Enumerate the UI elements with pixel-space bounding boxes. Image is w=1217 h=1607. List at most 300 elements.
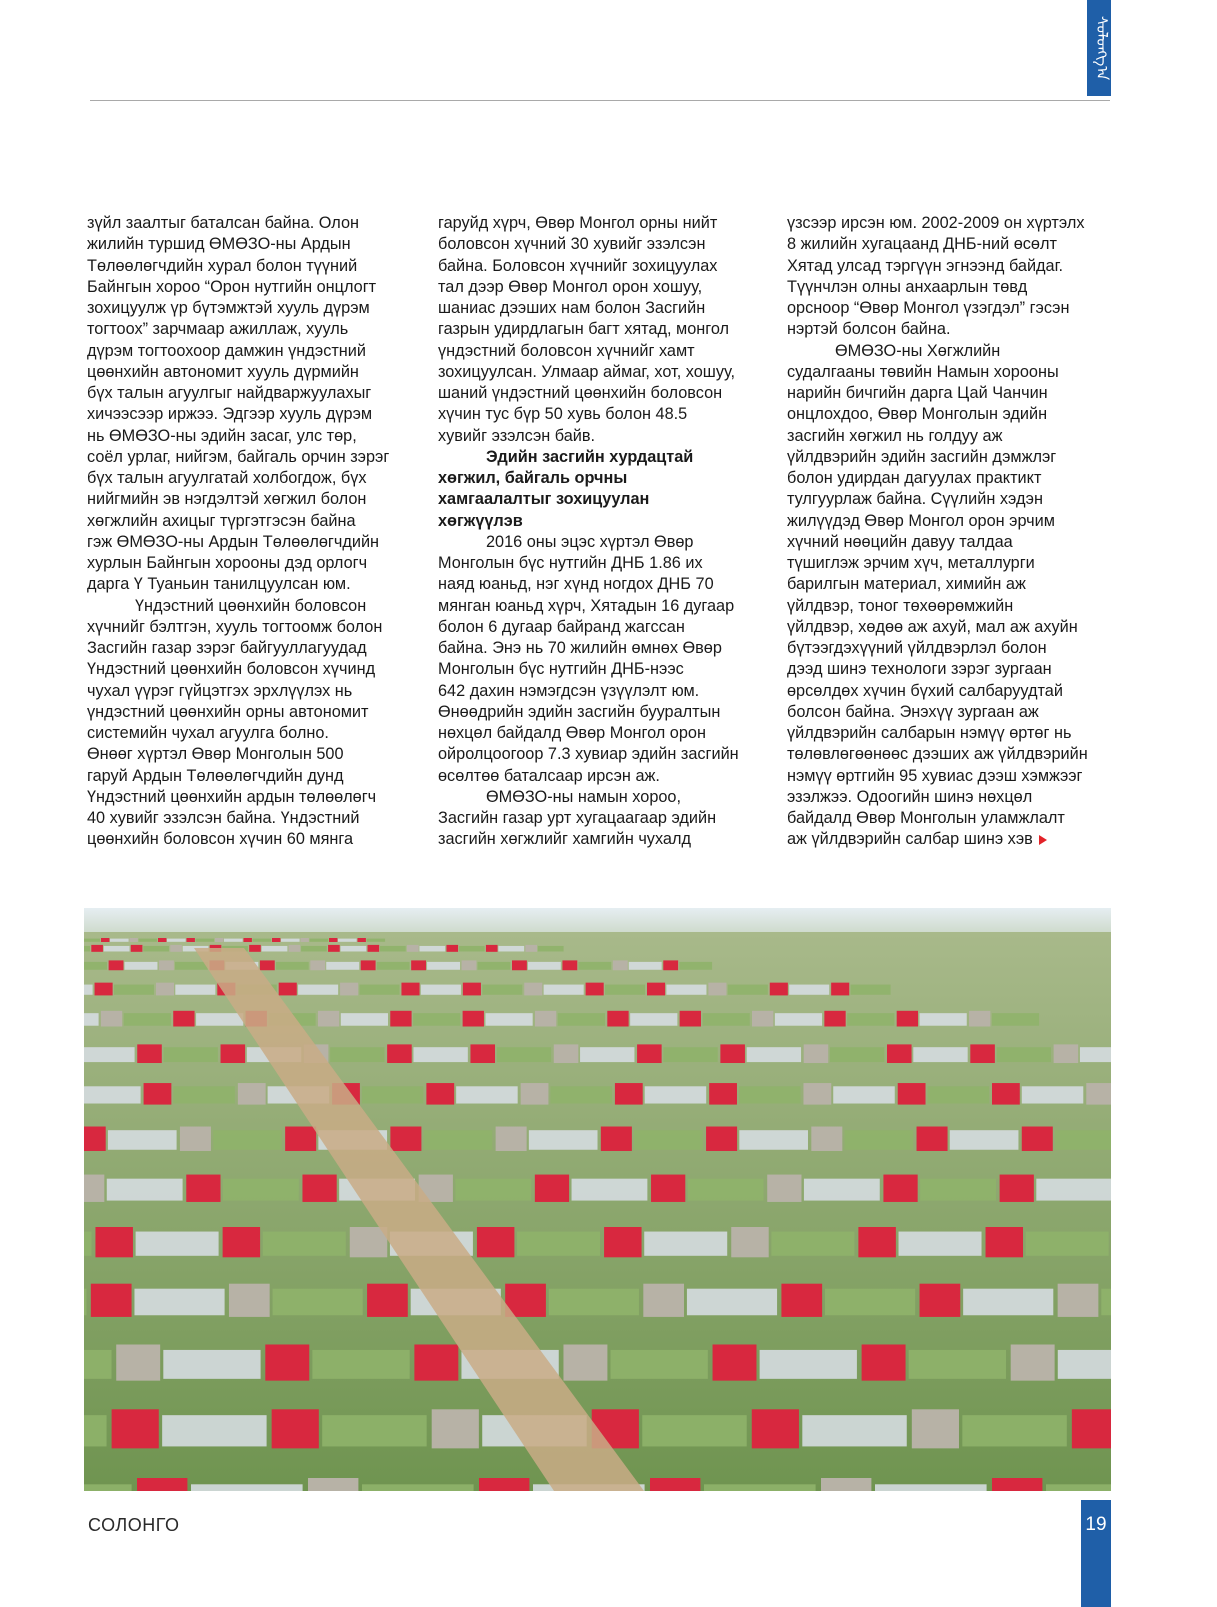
text-line: хөгжүүлэв	[438, 511, 523, 530]
greenhouse	[455, 1179, 531, 1201]
house-roof	[496, 1127, 527, 1151]
greenhouse	[830, 1047, 884, 1062]
greenhouse	[84, 1013, 99, 1026]
house-roof	[223, 1227, 260, 1257]
greenhouse	[498, 946, 524, 952]
greenhouse	[950, 1130, 1019, 1150]
house-roof	[432, 1409, 479, 1448]
greenhouse	[224, 939, 243, 942]
house-roof	[803, 1083, 831, 1105]
house-roof	[101, 1011, 122, 1027]
text-line: хөгжлийн ахицыг түргэтгэсэн байна	[87, 511, 356, 530]
house-roof	[1000, 1175, 1034, 1202]
house-roof	[663, 960, 678, 970]
house-roof	[101, 938, 109, 942]
house-roof	[221, 1044, 246, 1063]
greenhouse	[84, 939, 100, 942]
greenhouse	[528, 962, 561, 970]
greenhouse	[413, 1047, 467, 1062]
house-roof	[361, 960, 376, 970]
greenhouse	[645, 1086, 707, 1103]
house-roof	[156, 983, 174, 996]
aerial-photo	[84, 908, 1111, 1491]
house-roof	[821, 1478, 871, 1491]
text-line: 642 дахин нэмэгдсэн үзүүлэлт юм.	[438, 681, 700, 700]
greenhouse	[421, 985, 461, 995]
text-line: хурлын Байнгын хорооны дэд орлогч	[87, 554, 368, 572]
greenhouse	[687, 1289, 777, 1316]
house-roof	[301, 938, 309, 942]
text-line: үндэстний цөөнхийн орны автономит	[87, 702, 369, 721]
text-line: тал дээр Өвөр Монгол орон хошуу,	[438, 277, 703, 296]
house-roof	[265, 1344, 309, 1380]
house-roof	[770, 983, 788, 996]
greenhouse	[538, 946, 564, 952]
house-roof	[713, 1344, 757, 1380]
greenhouse	[263, 1232, 346, 1256]
greenhouse	[529, 1130, 598, 1150]
house-roof	[350, 1227, 387, 1257]
greenhouse	[310, 939, 329, 942]
greenhouse	[605, 985, 645, 995]
text-line: ӨМӨЗО-ны намын хороо,	[486, 787, 682, 806]
text-line: Төлөөлөгчдийн хурал болон түүний	[87, 256, 358, 275]
text-line: гэж ӨМӨЗО-ны Ардын Төлөөлөгчдийн	[87, 532, 380, 551]
greenhouse	[312, 1350, 409, 1379]
greenhouse	[84, 1086, 141, 1103]
greenhouse	[84, 962, 107, 970]
page-number: 19	[1085, 1514, 1107, 1535]
greenhouse	[338, 939, 357, 942]
house-roof	[91, 1284, 132, 1317]
house-roof	[486, 945, 498, 952]
text-line: хүчнийг бэлтгэн, хууль тогтоомж болон	[87, 617, 383, 636]
text-line: гаруйд хүрч, Өвөр Монгол орны нийт	[438, 214, 718, 232]
greenhouse	[550, 1086, 612, 1103]
greenhouse	[629, 962, 662, 970]
house-roof	[883, 1175, 917, 1202]
greenhouse	[298, 985, 338, 995]
greenhouse	[804, 1179, 880, 1201]
text-line: шаниас дээших нам болон Засгийн	[438, 299, 706, 317]
text-line: төлөвлөгөөнөөс дээших аж үйлдвэрийн	[787, 745, 1088, 764]
house-roof	[1072, 1409, 1111, 1448]
greenhouse	[920, 1179, 996, 1201]
house-roof	[130, 938, 138, 942]
text-line: Үндэстний цөөнхийн боловсон хүчинд	[87, 660, 376, 679]
house-roof	[112, 1409, 159, 1448]
text-line: Өнөөг хүртэл Өвөр Монголын 500	[87, 745, 344, 764]
page-number-tab	[1081, 1500, 1111, 1607]
greenhouse	[482, 985, 522, 995]
house-roof	[969, 1011, 990, 1027]
house-roof	[272, 938, 280, 942]
greenhouse	[175, 962, 208, 970]
house-roof	[563, 1344, 607, 1380]
house-roof	[426, 1083, 454, 1105]
greenhouse	[802, 1415, 906, 1446]
text-line: өсөлтөө баталсаар ирсэн аж.	[438, 766, 660, 785]
house-roof	[446, 945, 458, 952]
text-line: дарга Ү Туаньин танилцуулсан юм.	[87, 575, 351, 594]
greenhouse	[213, 1130, 282, 1150]
house-roof	[173, 1011, 194, 1027]
greenhouse	[341, 946, 367, 952]
greenhouse	[544, 985, 584, 995]
text-column-2	[438, 213, 778, 851]
greenhouse	[578, 962, 611, 970]
greenhouse	[380, 946, 406, 952]
house-roof	[535, 1175, 569, 1202]
house-roof	[862, 1344, 906, 1380]
text-column-3	[787, 213, 1127, 851]
text-line: нарийн бичгийн дарга Цай Чанчин	[787, 384, 1048, 402]
greenhouse	[359, 985, 399, 995]
greenhouse	[771, 1232, 854, 1256]
house-roof	[318, 1011, 339, 1027]
text-line: цөөнхийн автономит хууль дүрмийн	[87, 362, 359, 381]
house-roof	[752, 1409, 799, 1448]
house-roof	[84, 1127, 106, 1151]
house-roof	[804, 1044, 829, 1063]
greenhouse	[704, 1484, 816, 1491]
greenhouse	[1026, 1232, 1109, 1256]
greenhouse	[703, 1013, 750, 1026]
greenhouse	[962, 1415, 1066, 1446]
text-line: засгийн хөгжил нь голдуу аж	[787, 426, 1003, 445]
greenhouse	[125, 962, 158, 970]
text-line: орсноор “Өвөр Монгол үзэгдэл” гэсэн	[787, 299, 1070, 317]
text-line: гаруй Ардын Төлөөлөгчдийн дунд	[87, 766, 344, 785]
house-roof	[260, 960, 275, 970]
greenhouse	[341, 1013, 388, 1026]
text-line: бүх талын агуулгатай холбогдож, бүх	[87, 469, 367, 487]
text-line: мянган юаньд хүрч, Хятадын 16 дугаар	[438, 596, 735, 615]
house-roof	[615, 1083, 643, 1105]
house-roof	[651, 1175, 685, 1202]
text-line: зүйл заалтыг баталсан байна. Олон	[87, 214, 360, 232]
text-line: зохицуулж үр бүтэмжтэй хууль дүрэм	[87, 299, 370, 317]
text-line: 2016 оны эцэс хүртэл Өвөр	[486, 532, 694, 551]
house-roof	[1054, 1044, 1079, 1063]
greenhouse	[913, 1047, 967, 1062]
greenhouse	[558, 1013, 605, 1026]
house-roof	[912, 1409, 959, 1448]
house-roof	[535, 1011, 556, 1027]
greenhouse	[164, 1047, 218, 1062]
text-line: газрын удирдлагын багт хятад, монгол	[438, 320, 730, 339]
house-roof	[159, 960, 174, 970]
house-roof	[524, 983, 542, 996]
house-roof	[607, 1011, 628, 1027]
text-line: чухал үүрэг гүйцэтгэх эрхлүүлэх нь	[87, 681, 353, 700]
greenhouse	[124, 1013, 171, 1026]
text-line: тогтоох” зарчмаар ажиллаж, хууль	[87, 320, 349, 339]
text-line: түшиглэж эрчим хүч, металлурги	[787, 554, 1035, 572]
text-line: Эдийн засгийн хурдацтай	[486, 447, 694, 466]
greenhouse	[84, 1047, 135, 1062]
greenhouse	[84, 1350, 112, 1379]
text-line: Үндэстний цөөнхийн боловсон	[135, 596, 367, 615]
greenhouse	[196, 939, 215, 942]
greenhouse	[367, 939, 386, 942]
greenhouse	[1080, 1047, 1111, 1062]
house-roof	[137, 1478, 187, 1491]
house-roof	[401, 983, 419, 996]
house-roof	[302, 1175, 336, 1202]
greenhouse	[920, 1013, 967, 1026]
greenhouse	[1101, 1289, 1111, 1316]
greenhouse	[666, 985, 706, 995]
text-line: байна. Боловсон хүчнийг зохицуулах	[438, 256, 718, 275]
text-line: хүчин тус бүр 50 хувь болон 48.5	[438, 405, 688, 424]
greenhouse	[679, 962, 712, 970]
house-roof	[358, 938, 366, 942]
house-roof	[279, 983, 297, 996]
greenhouse-village-illustration	[84, 908, 1111, 1491]
text-line: Үндэстний цөөнхийн ардын төлөөлөгч	[87, 787, 377, 806]
house-roof	[390, 1127, 421, 1151]
house-roof	[562, 960, 577, 970]
house-roof	[604, 1227, 641, 1257]
mongolian-script-label: ᠰᠣᠯᠣᠩᠭ᠎ᠠ	[1093, 15, 1111, 81]
house-roof	[920, 1284, 961, 1317]
text-line: болсон байна. Энэхүү зургаан аж	[787, 702, 1039, 721]
house-roof	[479, 1478, 529, 1491]
greenhouse	[413, 1013, 460, 1026]
greenhouse	[301, 946, 327, 952]
house-roof	[858, 1227, 895, 1257]
greenhouse	[1046, 1484, 1111, 1491]
house-roof	[1011, 1344, 1055, 1380]
text-line: үйлдвэр, тоног төхөөрөмжийн	[787, 596, 1014, 615]
greenhouse	[549, 1289, 639, 1316]
text-line: эзэлжээ. Одоогийн шинэ нөхцөл	[787, 787, 1033, 806]
greenhouse	[644, 1232, 727, 1256]
greenhouse	[963, 1289, 1053, 1316]
house-roof	[414, 1344, 458, 1380]
greenhouse	[322, 1415, 426, 1446]
greenhouse	[928, 1086, 990, 1103]
greenhouse	[775, 1013, 822, 1026]
text-line: хичээсээр иржээ. Эдгээр хууль дүрэм	[87, 405, 373, 424]
house-roof	[643, 1284, 684, 1317]
text-line: Өнөөдрийн эдийн засгийн бууралтын	[438, 702, 721, 721]
greenhouse	[273, 1289, 363, 1316]
greenhouse	[478, 962, 511, 970]
house-roof	[289, 945, 301, 952]
house-roof	[310, 960, 325, 970]
house-roof	[116, 1344, 160, 1380]
text-line: хамгаалалтыг зохицуулан	[438, 490, 650, 509]
continue-arrow-icon	[1039, 835, 1047, 845]
house-roof	[1086, 1083, 1111, 1105]
text-line: үндэстний боловсон хүчнийг хамт	[438, 341, 695, 360]
house-roof	[272, 1409, 319, 1448]
greenhouse	[630, 1013, 677, 1026]
house-roof	[637, 1044, 662, 1063]
greenhouse	[276, 962, 309, 970]
section-tab	[1087, 0, 1111, 96]
text-line: нэмүү өртгийн 95 хувиас дээш хэмжээг	[787, 766, 1083, 785]
magazine-name: СОЛОНГО	[88, 1515, 180, 1535]
greenhouse	[362, 1484, 474, 1491]
greenhouse	[143, 946, 169, 952]
text-line: хөгжил, байгаль орчны	[438, 469, 628, 487]
text-line: цөөнхийн боловсон хүчин 60 мянга	[87, 830, 354, 849]
house-roof	[554, 1044, 579, 1063]
greenhouse	[899, 1232, 982, 1256]
text-line: 40 хувийг эзэлсэн байна. Үндэстний	[87, 809, 360, 827]
house-roof	[158, 938, 166, 942]
text-line: байдалд Өвөр Монголын уламжлалт	[787, 809, 1065, 827]
header-rule	[90, 100, 1110, 101]
greenhouse	[728, 985, 768, 995]
greenhouse	[747, 1047, 801, 1062]
greenhouse	[663, 1047, 717, 1062]
house-roof	[308, 1478, 358, 1491]
greenhouse	[262, 946, 288, 952]
house-roof	[387, 1044, 412, 1063]
house-roof	[992, 1478, 1042, 1491]
house-roof	[462, 960, 477, 970]
text-line: тулгуурлаж байна. Сүүлийн хэдэн	[787, 490, 1043, 509]
greenhouse	[84, 985, 93, 995]
greenhouse	[84, 946, 90, 952]
text-line: шаний үндэстний цөөнхийн боловсон	[438, 384, 723, 402]
house-roof	[238, 1083, 266, 1105]
greenhouse	[642, 1415, 746, 1446]
house-roof	[368, 945, 380, 952]
greenhouse	[104, 946, 130, 952]
text-line: үзсээр ирсэн юм. 2002-2009 он хүртэлх	[787, 214, 1085, 232]
greenhouse	[909, 1350, 1006, 1379]
house-roof	[970, 1044, 995, 1063]
house-roof	[650, 1478, 700, 1491]
house-roof	[811, 1127, 842, 1151]
text-line: хүчний нөөцийн давуу талдаа	[787, 532, 1013, 551]
greenhouse	[485, 1013, 532, 1026]
house-roof	[144, 1083, 172, 1105]
greenhouse	[377, 962, 410, 970]
greenhouse	[163, 1350, 260, 1379]
house-roof	[229, 1284, 270, 1317]
greenhouse	[196, 1013, 243, 1026]
greenhouse	[1036, 1179, 1111, 1201]
house-roof	[84, 1175, 104, 1202]
text-line: үйлдвэрийн салбарын нэмүү өртөг нь	[787, 724, 1072, 742]
house-roof	[180, 1127, 211, 1151]
house-roof	[917, 1127, 948, 1151]
greenhouse	[134, 1289, 224, 1316]
greenhouse	[997, 1047, 1051, 1062]
house-roof	[328, 945, 340, 952]
greenhouse	[825, 1289, 915, 1316]
text-line: жилийн туршид ӨМӨЗО-ны Ардын	[87, 235, 351, 254]
house-roof	[831, 983, 849, 996]
text-line: нөхцөл байдалд Өвөр Монгол орон	[438, 724, 706, 742]
house-roof	[367, 1284, 408, 1317]
house-roof	[992, 1083, 1020, 1105]
house-roof	[95, 1227, 132, 1257]
house-roof	[187, 938, 195, 942]
house-roof	[470, 1044, 495, 1063]
text-line: болон 6 дугаар байранд жагссан	[438, 617, 685, 636]
house-roof	[824, 1011, 845, 1027]
greenhouse	[580, 1047, 634, 1062]
greenhouse	[1055, 1130, 1111, 1150]
house-roof	[752, 1011, 773, 1027]
text-line: дээд шинэ технологи зэрэг зургаан	[787, 660, 1052, 679]
house-roof	[390, 1011, 411, 1027]
house-roof	[329, 938, 337, 942]
house-roof	[285, 1127, 316, 1151]
text-line: ӨМӨЗО-ны Хөгжлийн	[835, 341, 1001, 360]
greenhouse	[688, 1179, 764, 1201]
greenhouse	[108, 1130, 177, 1150]
greenhouse	[459, 946, 485, 952]
greenhouse	[739, 1130, 808, 1150]
text-line: болон удирдан дагуулах практикт	[787, 469, 1042, 487]
house-roof	[215, 938, 223, 942]
greenhouse	[253, 939, 272, 942]
house-roof	[706, 1127, 737, 1151]
text-line: наяд юаньд, нэг хүнд ногдох ДНБ 70	[438, 575, 714, 594]
greenhouse	[851, 985, 891, 995]
greenhouse	[456, 1086, 518, 1103]
greenhouse	[739, 1086, 801, 1103]
greenhouse	[789, 985, 829, 995]
text-line: Засгийн газар урт хугацаагаар эдийн	[438, 809, 717, 827]
text-line: үйлдвэрийн эдийн засгийн дэмжлэг	[787, 447, 1057, 466]
greenhouse	[114, 985, 154, 995]
text-line: засгийн хөгжлийг хамгийн чухалд	[438, 830, 691, 849]
house-roof	[897, 1011, 918, 1027]
house-roof	[525, 945, 537, 952]
greenhouse	[84, 1415, 107, 1446]
greenhouse	[634, 1130, 703, 1150]
greenhouse	[1058, 1350, 1111, 1379]
house-roof	[898, 1083, 926, 1105]
house-roof	[512, 960, 527, 970]
greenhouse	[330, 1047, 384, 1062]
text-line: өрсөлдөх хүчин бүхий салбаруудтай	[787, 681, 1063, 700]
house-roof	[477, 1227, 514, 1257]
house-roof	[986, 1227, 1023, 1257]
house-roof	[586, 983, 604, 996]
text-line: нь ӨМӨЗО-ны эдийн засаг, улс төр,	[87, 426, 357, 445]
text-line: 8 жилийн хугацаанд ДНБ-ний өсөлт	[787, 235, 1057, 254]
text-column-1	[87, 213, 427, 851]
text-line: Түүнчлэн олны анхаарлын төвд	[787, 277, 1028, 296]
greenhouse	[173, 1086, 235, 1103]
greenhouse	[833, 1086, 895, 1103]
text-line: боловсон хүчний 30 хувийг эзэлсэн	[438, 235, 706, 254]
greenhouse	[992, 1013, 1039, 1026]
text-line: барилгын материал, химийн аж	[787, 575, 1026, 594]
house-roof	[680, 1011, 701, 1027]
text-line: үйлдвэр, хөдөө аж ахуй, мал аж ахуйн	[787, 617, 1078, 636]
house-roof	[340, 983, 358, 996]
greenhouse	[424, 1130, 493, 1150]
text-line: онцлохдоо, Өвөр Монголын эдийн	[787, 405, 1048, 424]
house-roof	[170, 945, 182, 952]
house-roof	[186, 1175, 220, 1202]
house-roof	[720, 1044, 745, 1063]
text-line: Байнгын хороо “Орон нутгийн онцлогт	[87, 277, 377, 296]
house-roof	[613, 960, 628, 970]
greenhouse	[1022, 1086, 1084, 1103]
